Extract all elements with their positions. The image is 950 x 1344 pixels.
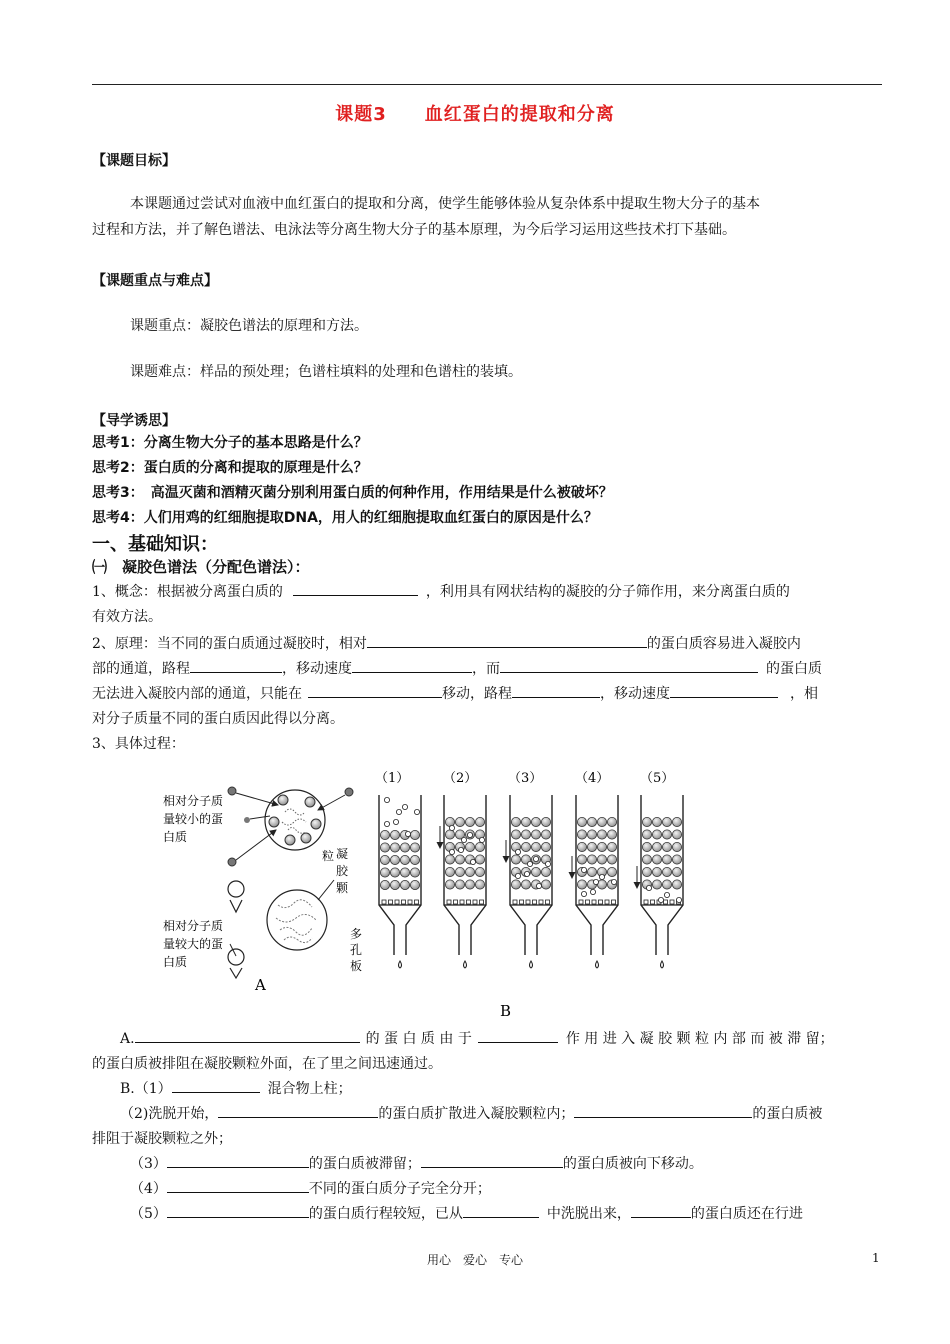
label-gel-char-4: 粒 bbox=[322, 849, 335, 863]
exercise-a-line1 bbox=[120, 1027, 834, 1052]
principle-line1 bbox=[92, 632, 801, 657]
header-rule bbox=[92, 84, 882, 85]
label-plate-char-3: 板 bbox=[350, 959, 363, 973]
exercise-a-text-3: 作 用 进 入 凝 胶 颗 粒 内 部 而 被 滞 留； bbox=[565, 1031, 834, 1047]
footer-motto: 用心 爱心 专心 bbox=[426, 1253, 523, 1267]
label-large-protein-1: 相对分子质 bbox=[163, 919, 224, 933]
label-gel-char-2: 胶 bbox=[336, 864, 349, 878]
exercise-b1-line bbox=[120, 1077, 352, 1102]
exercise-b2-text-1: （2)洗脱开始， bbox=[120, 1106, 219, 1122]
exercise-b2-text-4: 排阻于凝胶颗粒之外； bbox=[92, 1131, 232, 1147]
principle-text-c: 部的通道，路程 bbox=[92, 661, 190, 677]
page-title: 课题3 血红蛋白的提取和分离 bbox=[335, 104, 615, 125]
label-plate-char-1: 多 bbox=[350, 927, 363, 941]
column-1 bbox=[379, 795, 421, 968]
principle-text-i: ，移动速度 bbox=[600, 686, 670, 702]
concept-text-b: ，利用具有网状结构的凝胶的分子筛作用，来分离蛋白质的 bbox=[425, 584, 790, 600]
page-number: 1 bbox=[872, 1251, 880, 1265]
exercise-b2-blank-2[interactable] bbox=[574, 1102, 752, 1118]
label-gel-char-1: 凝 bbox=[336, 847, 349, 861]
exercise-b3-blank-2[interactable] bbox=[421, 1152, 563, 1168]
exercise-b5-blank-2[interactable] bbox=[463, 1202, 539, 1218]
principle-blank-6[interactable] bbox=[512, 682, 600, 698]
exercise-b5-text-1: （5） bbox=[130, 1206, 167, 1222]
question-1: 思考1：分离生物大分子的基本思路是什么？ bbox=[92, 435, 368, 451]
exercise-b3-text-1: （3） bbox=[130, 1156, 167, 1172]
principle-line3 bbox=[92, 682, 818, 707]
principle-text-a: 2、原理：当不同的蛋白质通过凝胶时，相对 bbox=[92, 636, 367, 652]
basics-heading: 一、基础知识： bbox=[92, 534, 218, 555]
principle-blank-3[interactable] bbox=[352, 657, 472, 673]
goal-text-line1: 本课题通过尝试对血液中血红蛋白的提取和分离，使学生能够体验从复杂体系中提取生物大分子的基本 bbox=[130, 196, 760, 212]
column-4 bbox=[572, 795, 618, 968]
large-protein-icons bbox=[228, 881, 244, 978]
principle-text-b: 的蛋白质容易进入凝胶内 bbox=[646, 636, 801, 652]
col-label-3: （3） bbox=[508, 771, 543, 786]
exercise-b5-line bbox=[130, 1202, 803, 1227]
exercise-b1-text-1: B.（1） bbox=[120, 1081, 172, 1097]
label-small-protein-2: 量较小的蛋 bbox=[163, 812, 224, 826]
exercise-a-blank-1[interactable] bbox=[135, 1027, 360, 1043]
column-3 bbox=[506, 795, 552, 968]
label-small-protein-3: 白质 bbox=[163, 830, 188, 844]
exercise-b3-blank-1[interactable] bbox=[167, 1152, 309, 1168]
principle-blank-1[interactable] bbox=[367, 632, 647, 648]
gel-chromatography-figure bbox=[150, 760, 710, 1025]
col-label-2: （2） bbox=[443, 771, 478, 786]
principle-blank-5[interactable] bbox=[308, 682, 442, 698]
goal-text-line2: 过程和方法，并了解色谱法、电泳法等分离生物大分子的基本原理，为今后学习运用这些技术打下基础。 bbox=[92, 222, 736, 238]
exercise-b5-blank-1[interactable] bbox=[167, 1202, 309, 1218]
concept-line1 bbox=[92, 580, 790, 605]
gel-network-circle bbox=[267, 890, 327, 950]
exercise-b3-line bbox=[130, 1152, 703, 1177]
exercise-b3-text-2: 的蛋白质被滞留； bbox=[308, 1156, 421, 1172]
exercise-b5-text-4: 的蛋白质还在行进 bbox=[690, 1206, 803, 1222]
principle-blank-2[interactable] bbox=[190, 657, 282, 673]
principle-text-f: 的蛋白质 bbox=[766, 661, 822, 677]
col-label-4: （4） bbox=[575, 771, 610, 786]
concept-text-c: 有效方法。 bbox=[92, 609, 162, 625]
exercise-b2-blank-1[interactable] bbox=[218, 1102, 378, 1118]
label-gel-char-3: 颗 bbox=[336, 881, 349, 895]
exercise-b2-text-3: 的蛋白质被 bbox=[752, 1106, 823, 1122]
principle-blank-4[interactable] bbox=[500, 657, 758, 673]
question-3: 思考3： 高温灭菌和酒精灭菌分别利用蛋白质的何种作用，作用结果是什么被破坏？ bbox=[92, 485, 613, 501]
col-label-5: （5） bbox=[640, 771, 675, 786]
exercise-b1-blank[interactable] bbox=[172, 1077, 260, 1093]
exercise-b3-text-3: 的蛋白质被向下移动。 bbox=[562, 1156, 703, 1172]
exercise-b1-text-2: 混合物上柱； bbox=[267, 1081, 352, 1097]
principle-text-k: 对分子质量不同的蛋白质因此得以分离。 bbox=[92, 711, 344, 727]
exercise-b4-blank[interactable] bbox=[167, 1177, 309, 1193]
principle-text-h: 移动，路程 bbox=[442, 686, 512, 702]
exercise-a-blank-2[interactable] bbox=[478, 1027, 558, 1043]
principle-blank-7[interactable] bbox=[670, 682, 778, 698]
question-2: 思考2：蛋白质的分离和提取的原理是什么？ bbox=[92, 460, 368, 476]
principle-line2 bbox=[92, 657, 822, 682]
exercise-b2-line1 bbox=[120, 1102, 822, 1127]
column-2 bbox=[440, 795, 486, 968]
column-5 bbox=[637, 795, 683, 968]
focus-difficult-point: 课题难点：样品的预处理；色谱柱填料的处理和色谱柱的装填。 bbox=[130, 364, 522, 380]
label-plate-char-2: 孔 bbox=[350, 943, 363, 957]
chromatography-columns bbox=[379, 795, 683, 968]
principle-text-g: 无法进入凝胶内部的通道，只能在 bbox=[92, 686, 302, 702]
label-B: B bbox=[500, 1002, 512, 1020]
focus-key-point: 课题重点：凝胶色谱法的原理和方法。 bbox=[130, 318, 368, 334]
label-A: A bbox=[255, 976, 266, 994]
label-small-protein-1: 相对分子质 bbox=[163, 794, 224, 808]
label-large-protein-2: 量较大的蛋 bbox=[163, 937, 224, 951]
concept-blank[interactable] bbox=[293, 580, 418, 596]
concept-text-a: 1、概念：根据被分离蛋白质的 bbox=[92, 584, 283, 600]
exercise-b5-text-3: 中洗脱出来， bbox=[546, 1206, 631, 1222]
section-guide-heading: 【导学诱思】 bbox=[92, 413, 176, 429]
gel-bead-diagram bbox=[228, 787, 353, 866]
process-heading: 3、具体过程： bbox=[92, 736, 185, 752]
exercise-b4-line bbox=[130, 1177, 491, 1202]
exercise-b2-text-2: 的蛋白质扩散进入凝胶颗粒内； bbox=[378, 1106, 575, 1122]
exercise-a-text-4: 的蛋白质被排阻在凝胶颗粒外面，在了里之间迅速通过。 bbox=[92, 1056, 442, 1072]
exercise-a-text-1: A. bbox=[120, 1031, 135, 1047]
principle-text-e: ，而 bbox=[472, 661, 500, 677]
principle-text-d: ，移动速度 bbox=[282, 661, 352, 677]
exercise-b4-text-2: 不同的蛋白质分子完全分开； bbox=[308, 1181, 491, 1197]
col-label-1: （1） bbox=[375, 771, 410, 786]
section-focus-heading: 【课题重点与难点】 bbox=[92, 273, 218, 289]
exercise-a-text-2: 的 蛋 白 质 由 于 bbox=[365, 1031, 472, 1047]
section-goal-heading: 【课题目标】 bbox=[92, 153, 176, 169]
principle-text-j: ，相 bbox=[790, 686, 818, 702]
question-4: 思考4：人们用鸡的红细胞提取DNA，用人的红细胞提取血红蛋白的原因是什么？ bbox=[92, 510, 598, 526]
label-large-protein-3: 白质 bbox=[163, 955, 188, 969]
exercise-b4-text-1: （4） bbox=[130, 1181, 167, 1197]
exercise-b5-blank-3[interactable] bbox=[631, 1202, 691, 1218]
gel-chromatography-heading: ㈠ 凝胶色谱法（分配色谱法）： bbox=[92, 558, 310, 576]
exercise-b5-text-2: 的蛋白质行程较短，已从 bbox=[308, 1206, 463, 1222]
